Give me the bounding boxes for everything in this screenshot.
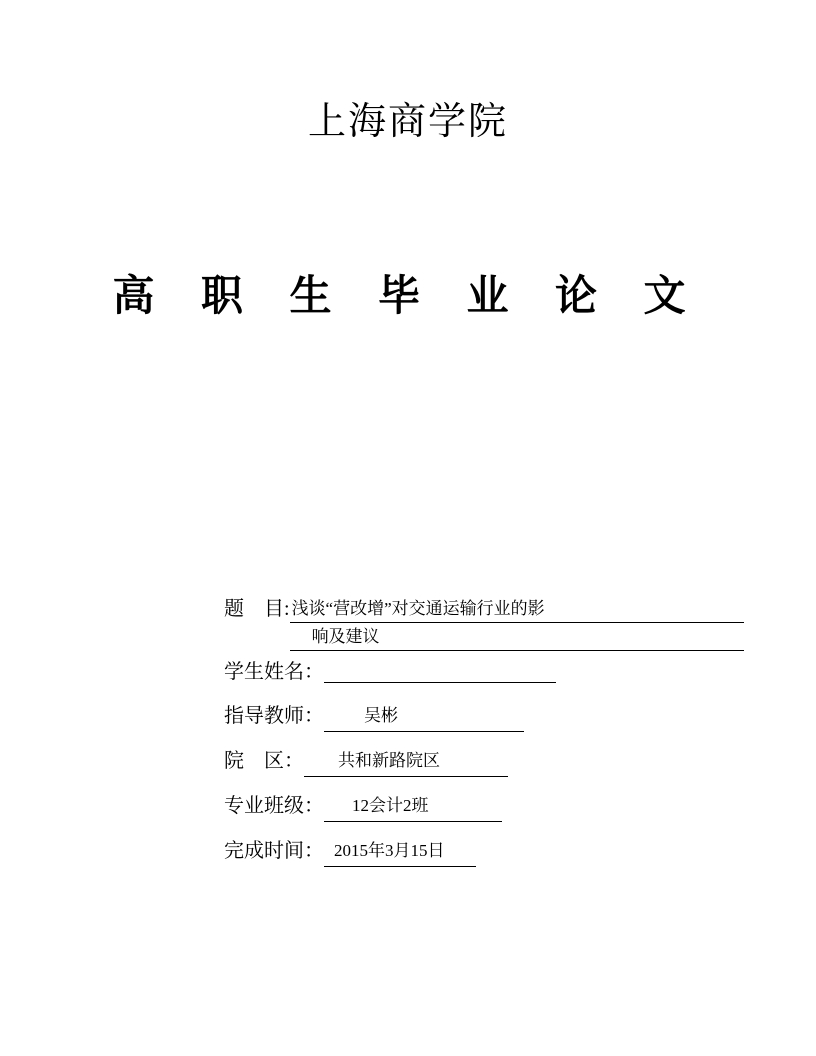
date-value[interactable]: 2015年3月15日 — [324, 836, 476, 867]
field-row-title — [224, 595, 744, 651]
advisor-label: 指导教师： — [224, 705, 324, 727]
campus-value[interactable]: 共和新路院区 — [304, 746, 508, 777]
student-name-value[interactable] — [324, 657, 556, 683]
field-row-date — [224, 836, 744, 867]
class-label: 专业班级： — [224, 795, 324, 817]
title-label: 题 目: — [224, 598, 290, 620]
field-row-student-name — [224, 657, 744, 687]
title-value-line2: 响及建议 — [290, 623, 744, 651]
student-name-label: 学生姓名： — [224, 661, 324, 683]
cover-fields — [224, 595, 744, 881]
date-label: 完成时间： — [224, 840, 324, 862]
title-value — [290, 595, 744, 651]
document-type-title: 高 职 生 毕 业 论 文 — [112, 274, 704, 320]
campus-label: 院 区： — [224, 750, 304, 772]
class-value[interactable]: 12会计2班 — [324, 791, 502, 822]
field-row-campus — [224, 746, 744, 777]
field-row-advisor — [224, 701, 744, 732]
advisor-value[interactable]: 吴彬 — [324, 701, 524, 732]
field-row-class — [224, 791, 744, 822]
title-value-line1: 浅谈“营改增”对交通运输行业的影 — [290, 595, 744, 623]
school-name: 上海商学院 — [307, 101, 508, 143]
